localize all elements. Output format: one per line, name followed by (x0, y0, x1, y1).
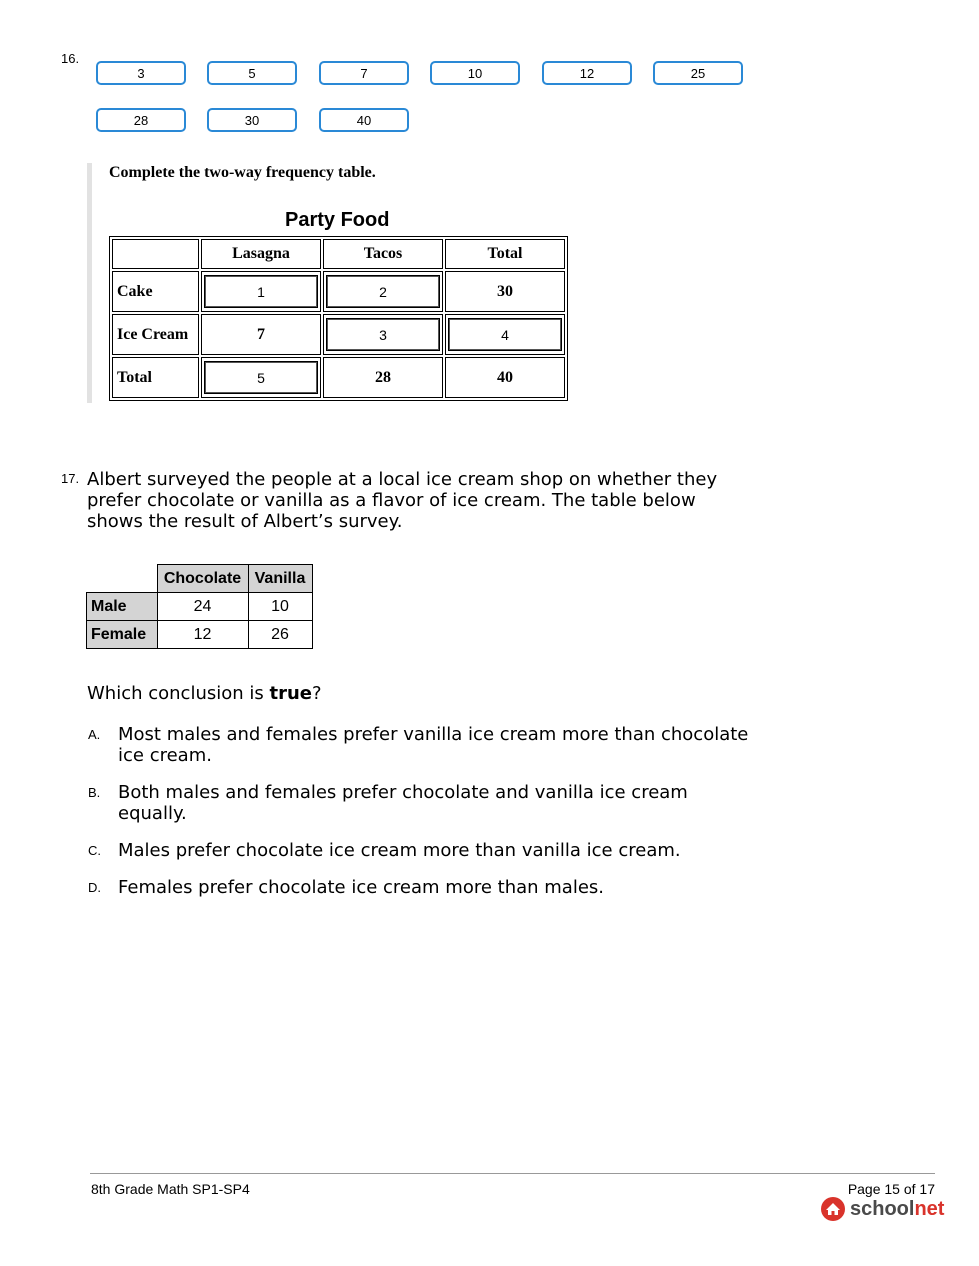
table-cell (445, 314, 565, 355)
footer-title: 8th Grade Math SP1-SP4 (91, 1181, 250, 1197)
option-text: Most males and females prefer vanilla ice cream more than chocolate ice cream. (118, 724, 749, 766)
table-header: Tacos (323, 239, 443, 269)
drop-target[interactable]: 3 (326, 318, 440, 351)
table-header: Total (445, 239, 565, 269)
table-cell: 7 (201, 314, 321, 355)
question-16-instruction: Complete the two-way frequency table. (109, 164, 376, 181)
answer-tile[interactable]: 25 (653, 61, 743, 85)
answer-tile[interactable]: 28 (96, 108, 186, 132)
row-label: Total (112, 357, 199, 398)
page-number: Page 15 of 17 (847, 1181, 935, 1197)
survey-table (86, 564, 313, 649)
table-cell (201, 271, 321, 312)
passage-bar (87, 163, 92, 403)
table-cell (201, 357, 321, 398)
answer-tile[interactable]: 12 (542, 61, 632, 85)
drop-target[interactable]: 2 (326, 275, 440, 308)
logo-net: net (914, 1197, 945, 1220)
question-17-prompt (87, 683, 322, 704)
survey-cell: 12 (157, 621, 248, 649)
home-icon (820, 1196, 846, 1222)
answer-tile[interactable]: 7 (319, 61, 409, 85)
row-label: Cake (112, 271, 199, 312)
answer-tile[interactable]: 5 (207, 61, 297, 85)
drop-target[interactable]: 4 (448, 318, 562, 351)
answer-tile[interactable]: 30 (207, 108, 297, 132)
party-food-table (109, 236, 568, 401)
question-16-number: 16. (61, 51, 80, 66)
table-header-blank (112, 239, 199, 269)
drop-target[interactable]: 5 (204, 361, 318, 394)
prompt-end: ? (312, 683, 322, 704)
answer-tile[interactable]: 10 (430, 61, 520, 85)
table-cell: 28 (323, 357, 443, 398)
option-text: Males prefer chocolate ice cream more than vanilla ice cream. (118, 840, 681, 861)
question-17-number: 17. (61, 471, 80, 486)
survey-cell: 24 (157, 593, 248, 621)
option-letter: B. (88, 785, 101, 800)
logo-text (850, 1198, 944, 1221)
table-header: Lasagna (201, 239, 321, 269)
survey-corner (87, 565, 158, 593)
question-17-stem: Albert surveyed the people at a local ice cream shop on whether they prefer chocolate or vanilla as a flavor of ice cream. The table below shows the result of Albert’s survey. (87, 469, 718, 532)
survey-cell: 26 (248, 621, 312, 649)
table-cell (323, 271, 443, 312)
survey-header: Vanilla (248, 565, 312, 593)
logo-school: school (850, 1197, 915, 1220)
option-text: Females prefer chocolate ice cream more than males. (118, 877, 604, 898)
option-text: Both males and females prefer chocolate and vanilla ice cream equally. (118, 782, 688, 824)
row-label: Ice Cream (112, 314, 199, 355)
schoolnet-logo (820, 1196, 944, 1222)
survey-row-label: Male (87, 593, 158, 621)
answer-tile[interactable]: 3 (96, 61, 186, 85)
answer-tile[interactable]: 40 (319, 108, 409, 132)
table-cell: 30 (445, 271, 565, 312)
table-cell: 40 (445, 357, 565, 398)
option-letter: A. (88, 727, 101, 742)
survey-row-label: Female (87, 621, 158, 649)
prompt-emphasis: true (269, 683, 312, 704)
table-cell (323, 314, 443, 355)
survey-cell: 10 (248, 593, 312, 621)
option-letter: C. (88, 843, 101, 858)
table-title: Party Food (285, 209, 390, 231)
footer-divider (90, 1173, 935, 1174)
survey-header: Chocolate (157, 565, 248, 593)
option-letter: D. (88, 880, 101, 895)
drop-target[interactable]: 1 (204, 275, 318, 308)
prompt-text: Which conclusion is (87, 683, 270, 704)
